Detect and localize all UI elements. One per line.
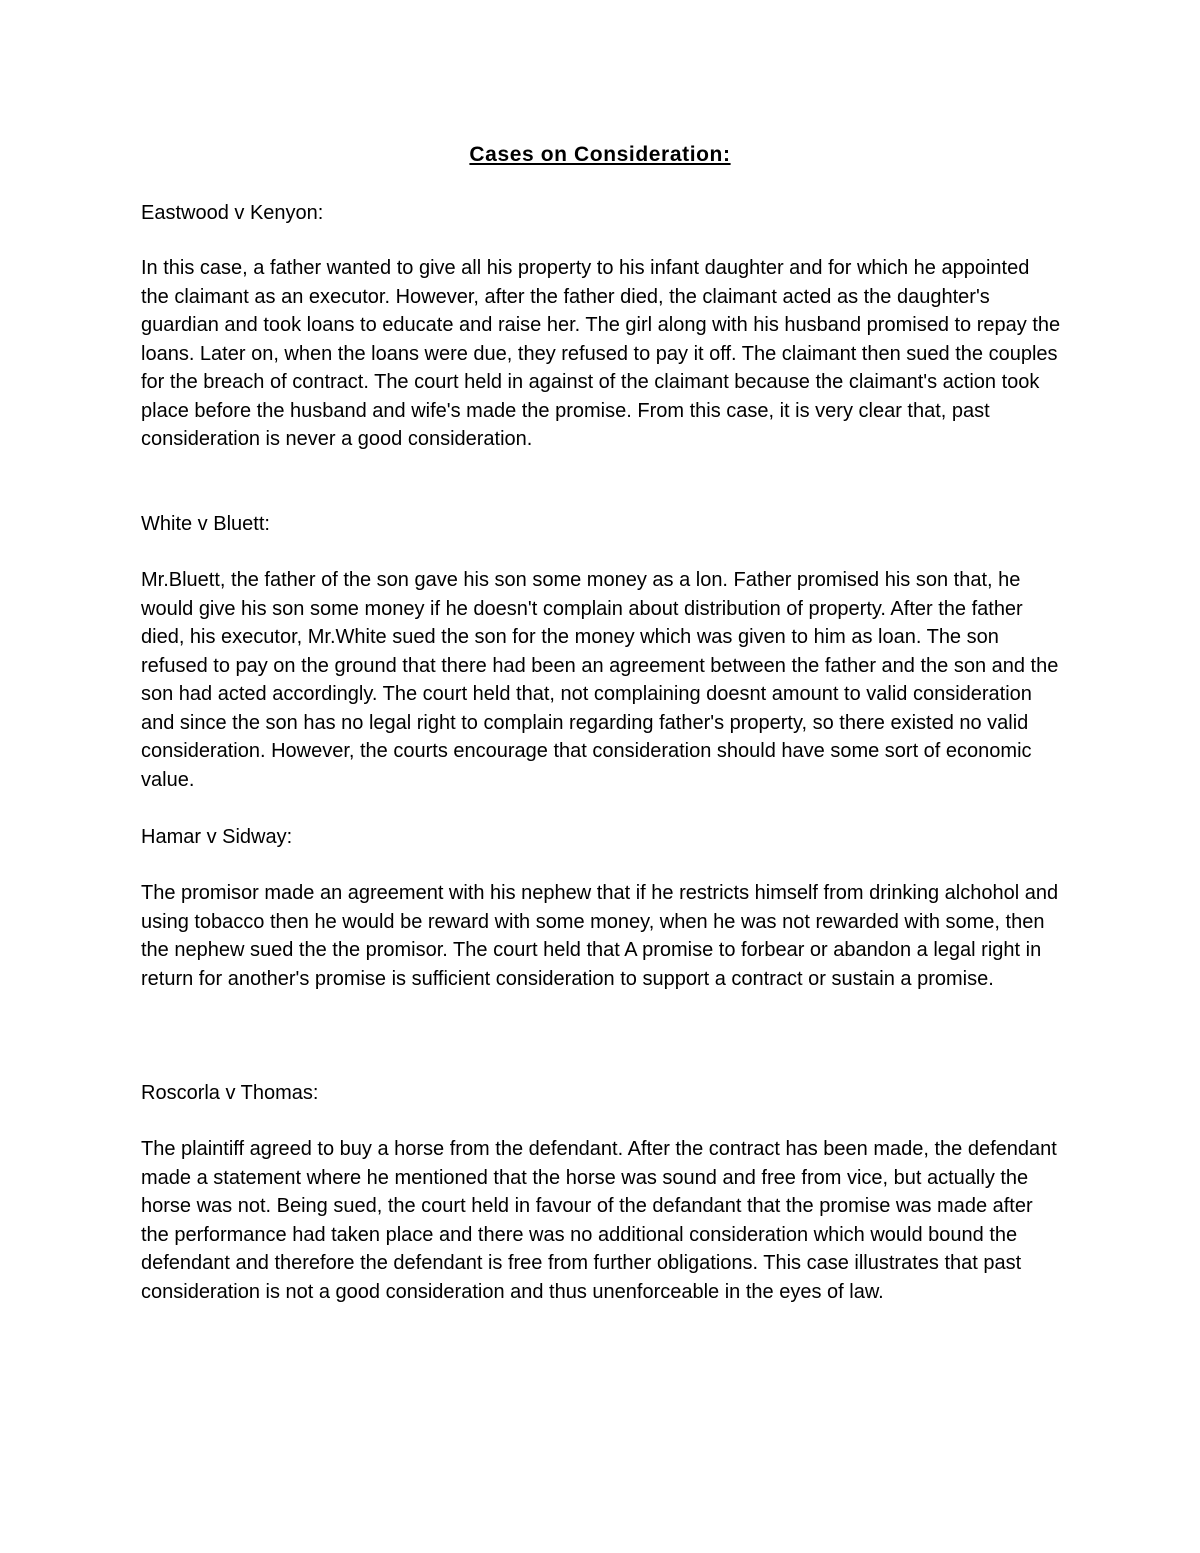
case-heading-roscorla-v-thomas: Roscorla v Thomas:	[141, 1082, 319, 1104]
case-text-roscorla-v-thomas: The plaintiff agreed to buy a horse from the defendant. After the contract has been made, the defendant made a statement where he mentioned that the horse was sound and free from vice, but actually the horse was not. Being sued, the court held in favour of the defandant that the promise was made after the performance had taken place and there was no additional consideration which would bound the defendant and therefore the defendant is free from further obligations. This case illustrates that past consideration is not a good consideration and thus unenforceable in the eyes of law.	[141, 1138, 1057, 1303]
case-text-hamar-v-sidway: The promisor made an agreement with his nephew that if he restricts himself from drinking alchohol and using tobacco then he would be reward with some money, when he was not rewarded with some, then the nephew sued the the promisor. The court held that A promise to forbear or abandon a legal right in return for another's promise is sufficient consideration to support a contract or sustain a promise.	[141, 882, 1059, 990]
page-title: Cases on Consideration:	[469, 143, 731, 166]
case-heading-hamar-v-sidway: Hamar v Sidway:	[141, 826, 293, 848]
case-heading-eastwood-v-kenyon: Eastwood v Kenyon:	[141, 202, 324, 224]
case-heading-white-v-bluett: White v Bluett:	[141, 513, 270, 535]
case-text-white-v-bluett: Mr.Bluett, the father of the son gave his son some money as a lon. Father promised his son that, he would give his son some money if he doesn't complain about distribution of property. After the father died, his executor, Mr.White sued the son for the money which was given to him as loan. The son refused to pay on the ground that there had been an agreement between the father and the son and the son had acted accordingly. The court held that, not complaining doesnt amount to valid consideration and since the son has no legal right to complain regarding father's property, so there existed no valid consideration. However, the courts encourage that consideration should have some sort of economic value.	[141, 569, 1059, 791]
case-text-eastwood-v-kenyon: In this case, a father wanted to give all his property to his infant daughter and for which he appointed the claimant as an executor. However, after the father died, the claimant acted as the daughter's guardian and took loans to educate and raise her. The girl along with his husband promised to repay the loans. Later on, when the loans were due, they refused to pay it off. The claimant then sued the couples for the breach of contract. The court held in against of the claimant because the claimant's action took place before the husband and wife's made the promise. From this case, it is very clear that, past consideration is never a good consideration.	[141, 257, 1061, 450]
